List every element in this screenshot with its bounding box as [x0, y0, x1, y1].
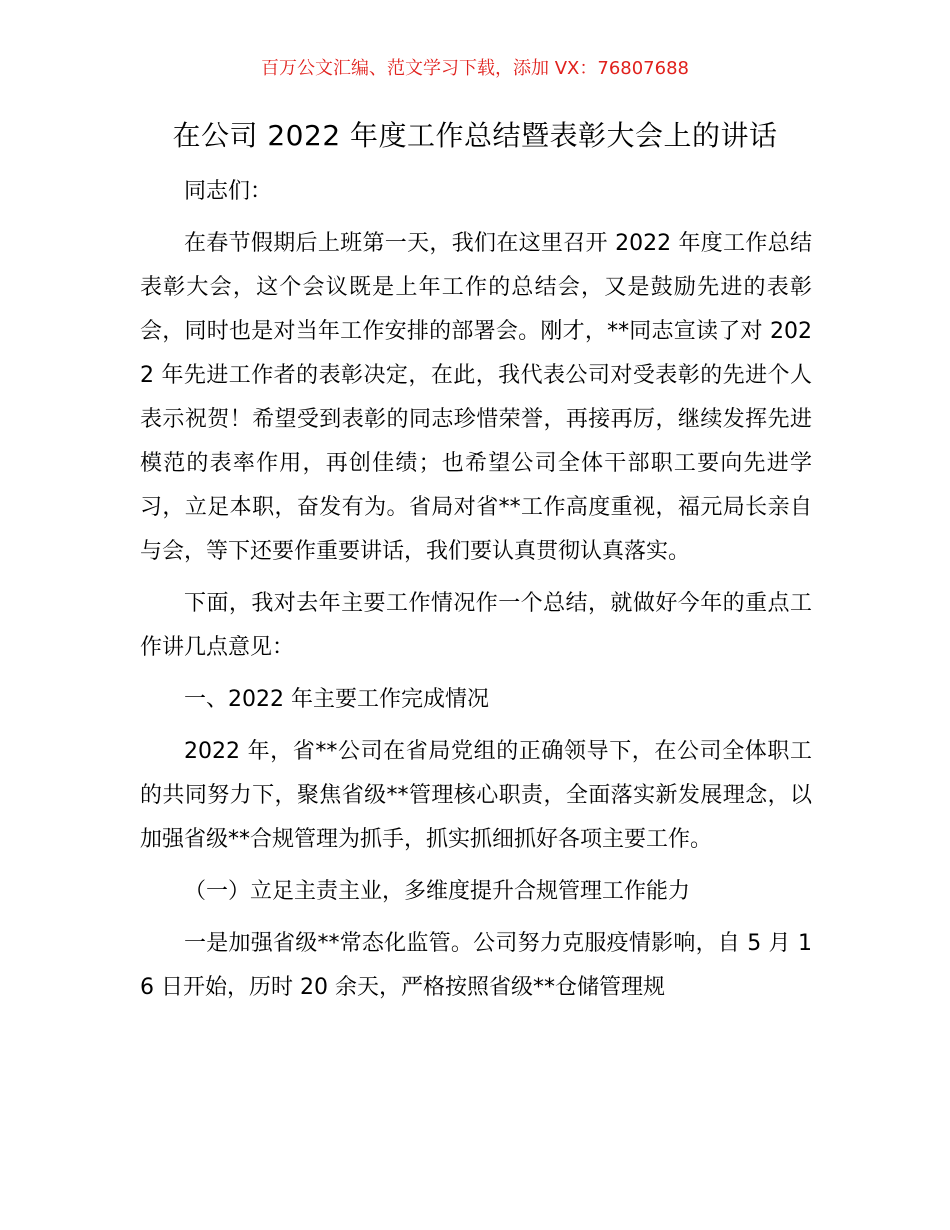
paragraph-summary: 2022 年，省**公司在省局党组的正确领导下，在公司全体职工的共同努力下，聚焦省级**管理核心职责，全面落实新发展理念，以加强省级**合规管理为抓手，抓实抓细抓好各项主要工作。: [140, 739, 812, 852]
paragraph-intro: 下面，我对去年主要工作情况作一个总结，就做好今年的重点工作讲几点意见：: [140, 591, 812, 660]
subsection-heading-1: （一）立足主责主业，多维度提升合规管理工作能力: [184, 879, 691, 904]
paragraph-point-1: 一是加强省级**常态化监管。公司努力克服疫情影响，自 5 月 16 日开始，历时 20 余天，严格按照省级**仓储管理规: [140, 931, 812, 1000]
section-heading-1: 一、2022 年主要工作完成情况: [184, 687, 489, 712]
document-body: [140, 170, 812, 1010]
salutation: 同志们：: [184, 179, 273, 204]
paragraph-opening: 在春节假期后上班第一天，我们在这里召开 2022 年度工作总结表彰大会，这个会议既是上年工作的总结会，又是鼓励先进的表彰会，同时也是对当年工作安排的部署会。刚才，**同志宣读了对 2022 年先进工作者的表彰决定，在此，我代表公司对受表彰的先进个人表示祝贺！希望受到表彰的同志珍惜荣誉，再接再厉，继续发挥先进模范的表率作用，再创佳绩；也希望公司全体干部职工要向先进学习，立足本职，奋发有为。省局对省**工作高度重视，福元局长亲自与会，等下还要作重要讲话，我们要认真贯彻认真落实。: [140, 231, 812, 564]
document-title: 在公司 2022 年度工作总结暨表彰大会上的讲话: [172, 119, 778, 152]
watermark-header: 百万公文汇编、范文学习下载，添加 VX：76807688: [261, 58, 689, 79]
